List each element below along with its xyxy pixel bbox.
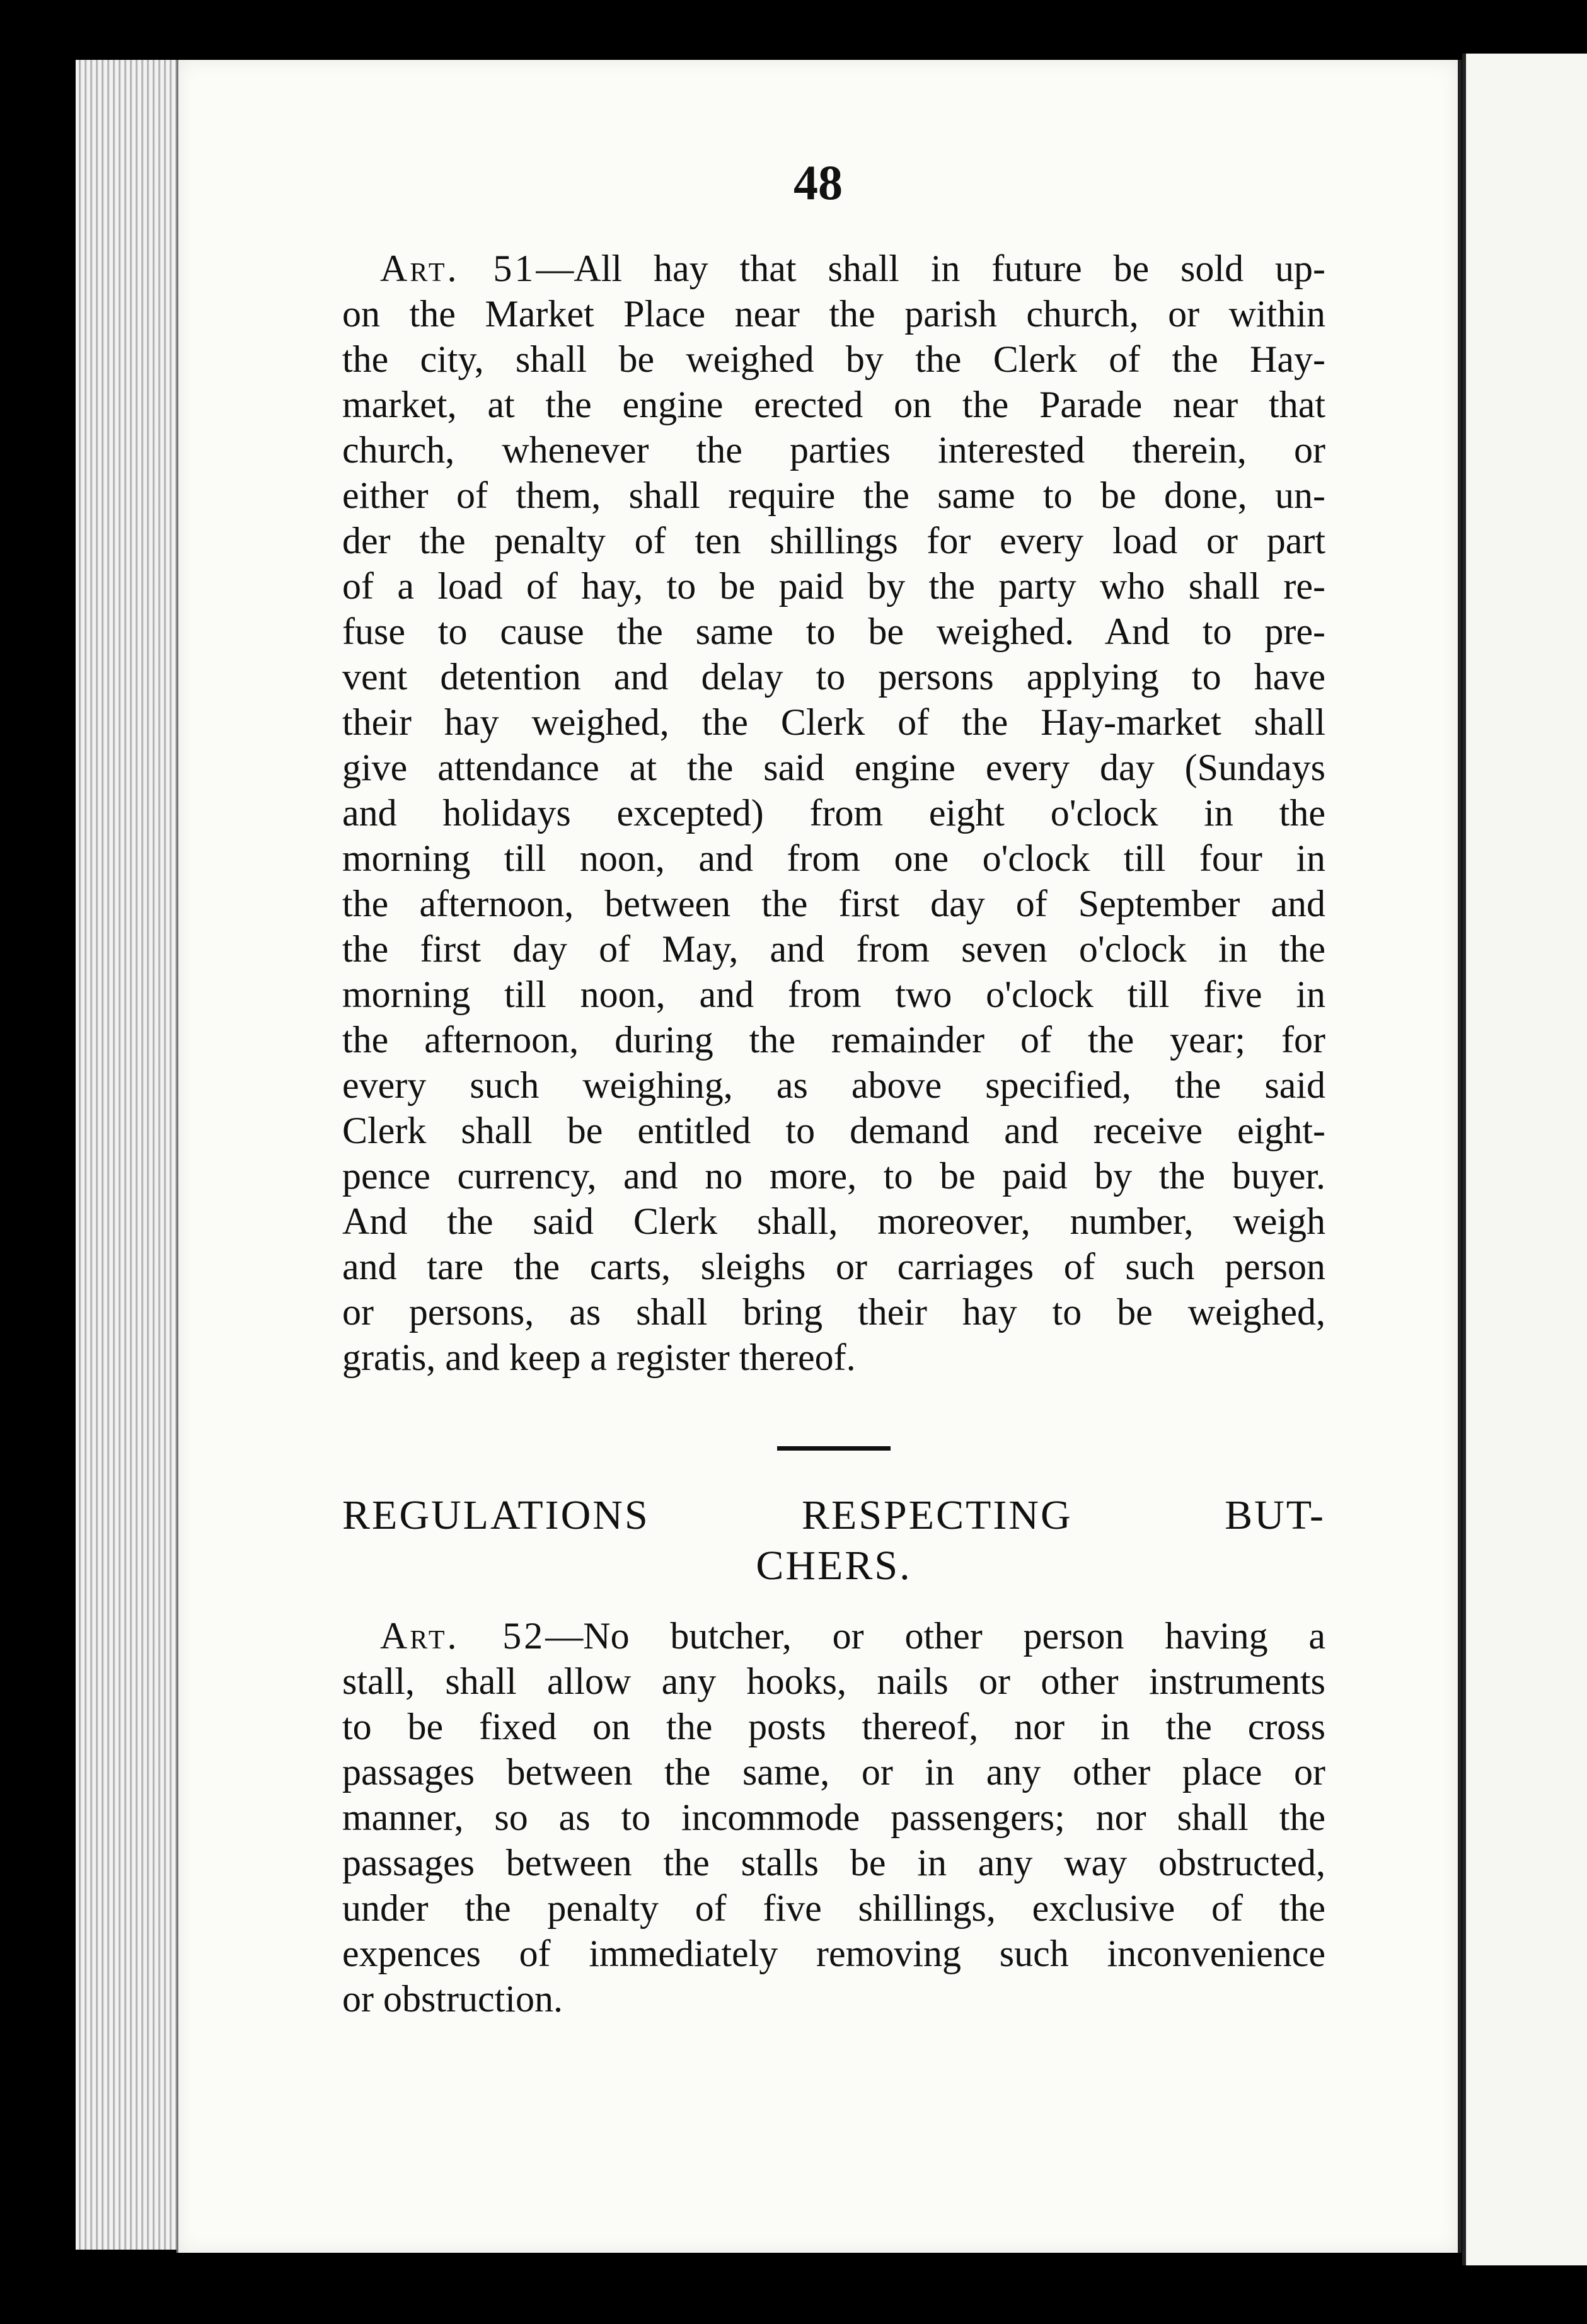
text-line: or obstruction. — [342, 1978, 563, 2020]
section-heading-line-2: CHERS. — [756, 1543, 912, 1589]
section-heading-line-1: REGULATIONS RESPECTING BUT- — [342, 1492, 1325, 1538]
text-line — [342, 1613, 1325, 1659]
text-line: and tare the carts, sleighs or carriages of such person — [342, 1246, 1325, 1287]
text-line: under the penalty of five shillings, exclusive of the — [342, 1887, 1325, 1929]
text-line: passages between the stalls be in any way obstructed, — [342, 1842, 1325, 1884]
article-first-line: —All hay that shall in future be sold up- — [536, 248, 1325, 289]
text-line: church, whenever the parties interested therein, or — [342, 429, 1325, 471]
text-line: Clerk shall be entitled to demand and receive eight- — [342, 1110, 1325, 1151]
text-line: their hay weighed, the Clerk of the Hay-market shall — [342, 701, 1325, 743]
text-line: of a load of hay, to be paid by the party who shall re- — [342, 565, 1325, 607]
text-line — [342, 246, 1325, 291]
text-line: every such weighing, as above specified, the said — [342, 1064, 1325, 1106]
text-line: pence currency, and no more, to be paid by the buyer. — [342, 1155, 1325, 1197]
article-label: Art. 52 — [380, 1615, 546, 1657]
text-line: the afternoon, between the first day of September and — [342, 883, 1325, 924]
text-line: vent detention and delay to persons applying to have — [342, 656, 1325, 698]
text-line: expences of immediately removing such inconvenience — [342, 1933, 1325, 1974]
text-line: and holidays excepted) from eight o'clock in the — [342, 792, 1325, 834]
section-heading — [342, 1490, 1325, 1591]
text-line: either of them, shall require the same to be done, un- — [342, 475, 1325, 516]
section-divider — [777, 1446, 891, 1451]
article-52-text — [342, 1613, 1325, 2022]
text-line: or persons, as shall bring their hay to be weighed, — [342, 1291, 1325, 1333]
text-line: manner, so as to incommode passengers; nor shall the — [342, 1797, 1325, 1838]
text-line: the afternoon, during the remainder of the year; for — [342, 1019, 1325, 1061]
article-first-line: —No butcher, or other person having a — [545, 1615, 1325, 1657]
article-51-text — [342, 246, 1325, 1380]
text-line: the first day of May, and from seven o'clock in the — [342, 928, 1325, 970]
text-line: on the Market Place near the parish church, or within — [342, 293, 1325, 335]
text-line: morning till noon, and from two o'clock till five in — [342, 974, 1325, 1015]
text-line: morning till noon, and from one o'clock till four in — [342, 837, 1325, 879]
text-line: to be fixed on the posts thereof, nor in the cross — [342, 1706, 1325, 1747]
text-line: the city, shall be weighed by the Clerk of the Hay- — [342, 338, 1325, 380]
text-line: market, at the engine erected on the Parade near that — [342, 384, 1325, 425]
text-line: fuse to cause the same to be weighed. And to pre- — [342, 611, 1325, 652]
facing-page-edge — [1462, 54, 1587, 2265]
page-number: 48 — [793, 155, 843, 210]
article-label: Art. 51 — [380, 248, 536, 289]
text-line: der the penalty of ten shillings for every load or part — [342, 520, 1325, 561]
text-line: stall, shall allow any hooks, nails or other instruments — [342, 1660, 1325, 1702]
text-line: give attendance at the said engine every day (Sundays — [342, 747, 1325, 788]
text-line: passages between the same, or in any other place or — [342, 1751, 1325, 1793]
text-line: gratis, and keep a register thereof. — [342, 1337, 856, 1378]
page-stack-edge — [76, 60, 180, 2250]
book-page — [176, 60, 1462, 2253]
text-line: And the said Clerk shall, moreover, number, weigh — [342, 1200, 1325, 1242]
